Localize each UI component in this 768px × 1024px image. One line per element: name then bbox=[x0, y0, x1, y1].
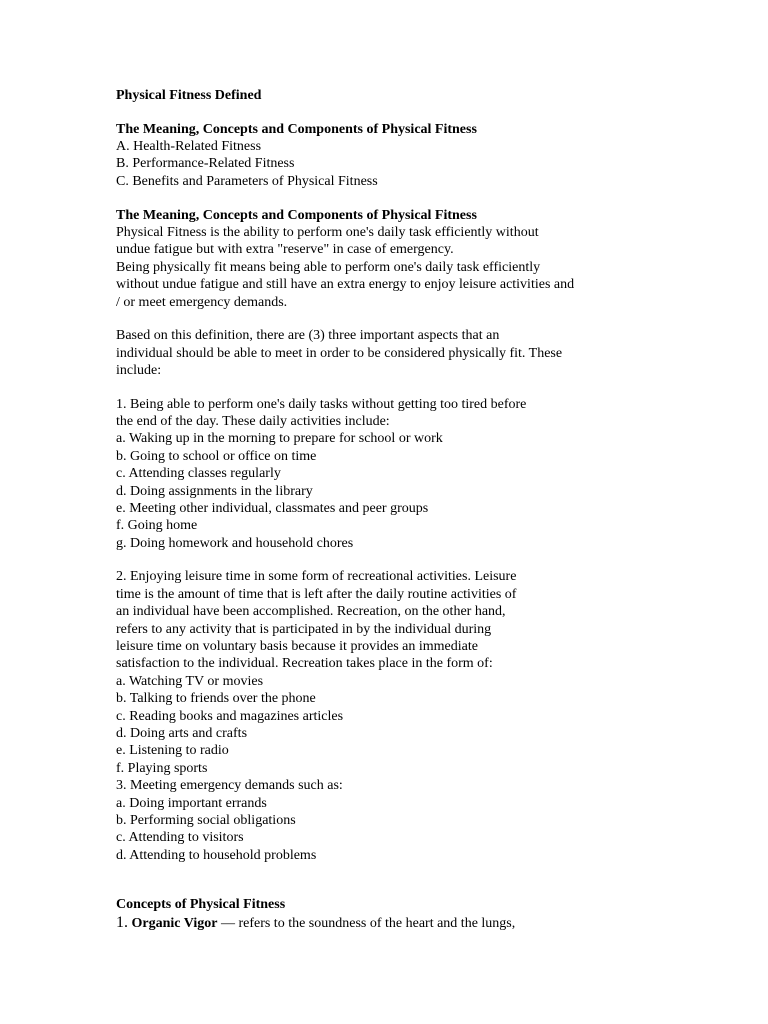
document-title: Physical Fitness Defined bbox=[116, 88, 262, 103]
list-item: b. Performing social obligations bbox=[116, 812, 296, 828]
concept-1-line bbox=[116, 914, 736, 933]
aspect-1-list bbox=[116, 396, 736, 553]
toc-item: C. Benefits and Parameters of Physical Fitness bbox=[116, 173, 378, 189]
list-item: a. Waking up in the morning to prepare for school or work bbox=[116, 431, 443, 447]
text-line: the end of the day. These daily activities include: bbox=[116, 414, 390, 430]
concept-number: 1. bbox=[116, 913, 128, 931]
list-item: c. Reading books and magazines articles bbox=[116, 708, 344, 724]
text-line: Physical Fitness is the ability to perform one's daily task efficiently without bbox=[116, 224, 539, 240]
text-line: leisure time on voluntary basis because it provides an immediate bbox=[116, 639, 478, 655]
text-line: 3. Meeting emergency demands such as: bbox=[116, 778, 343, 794]
toc-heading: The Meaning, Concepts and Components of Physical Fitness bbox=[116, 121, 477, 137]
aspect-2-list bbox=[116, 568, 736, 864]
list-item: f. Going home bbox=[116, 518, 198, 534]
list-item: e. Listening to radio bbox=[116, 743, 229, 759]
text-line: / or meet emergency demands. bbox=[116, 294, 288, 310]
text-line: an individual have been accomplished. Recreation, on the other hand, bbox=[116, 604, 506, 620]
aspects-intro-paragraph bbox=[116, 327, 736, 379]
list-item: a. Doing important errands bbox=[116, 795, 267, 811]
concepts-heading: Concepts of Physical Fitness bbox=[116, 897, 286, 913]
text-line: individual should be able to meet in order to be considered physically fit. These bbox=[116, 345, 563, 361]
list-item: c. Attending classes regularly bbox=[116, 466, 281, 482]
list-item: b. Going to school or office on time bbox=[116, 448, 317, 464]
text-line: 1. Being able to perform one's daily tasks without getting too tired before bbox=[116, 396, 527, 412]
list-item: d. Attending to household problems bbox=[116, 847, 317, 863]
list-item: c. Attending to visitors bbox=[116, 830, 244, 846]
toc-list bbox=[116, 138, 736, 190]
toc-item: B. Performance-Related Fitness bbox=[116, 156, 295, 172]
list-item: d. Doing assignments in the library bbox=[116, 483, 313, 499]
section-heading: The Meaning, Concepts and Components of Physical Fitness bbox=[116, 207, 477, 223]
text-line: undue fatigue but with extra "reserve" in case of emergency. bbox=[116, 242, 454, 258]
definition-paragraph bbox=[116, 224, 736, 311]
text-line: Being physically fit means being able to perform one's daily task efficiently bbox=[116, 259, 541, 275]
concept-text: — refers to the soundness of the heart and the lungs, bbox=[217, 915, 516, 931]
document-page bbox=[116, 87, 736, 933]
text-line: time is the amount of time that is left after the daily routine activities of bbox=[116, 586, 517, 602]
list-item: b. Talking to friends over the phone bbox=[116, 691, 316, 707]
toc-item: A. Health-Related Fitness bbox=[116, 139, 262, 155]
list-item: f. Playing sports bbox=[116, 760, 208, 776]
text-line: without undue fatigue and still have an extra energy to enjoy leisure activities and bbox=[116, 277, 575, 293]
text-line: include: bbox=[116, 362, 162, 378]
list-item: e. Meeting other individual, classmates and peer groups bbox=[116, 501, 429, 516]
list-item: g. Doing homework and household chores bbox=[116, 535, 354, 551]
list-item: d. Doing arts and crafts bbox=[116, 725, 248, 741]
text-line: 2. Enjoying leisure time in some form of recreational activities. Leisure bbox=[116, 569, 517, 585]
list-item: a. Watching TV or movies bbox=[116, 673, 264, 689]
concept-term: Organic Vigor bbox=[131, 915, 218, 931]
text-line: satisfaction to the individual. Recreation takes place in the form of: bbox=[116, 656, 493, 672]
text-line: refers to any activity that is participated in by the individual during bbox=[116, 621, 492, 637]
text-line: Based on this definition, there are (3) three important aspects that an bbox=[116, 328, 500, 344]
